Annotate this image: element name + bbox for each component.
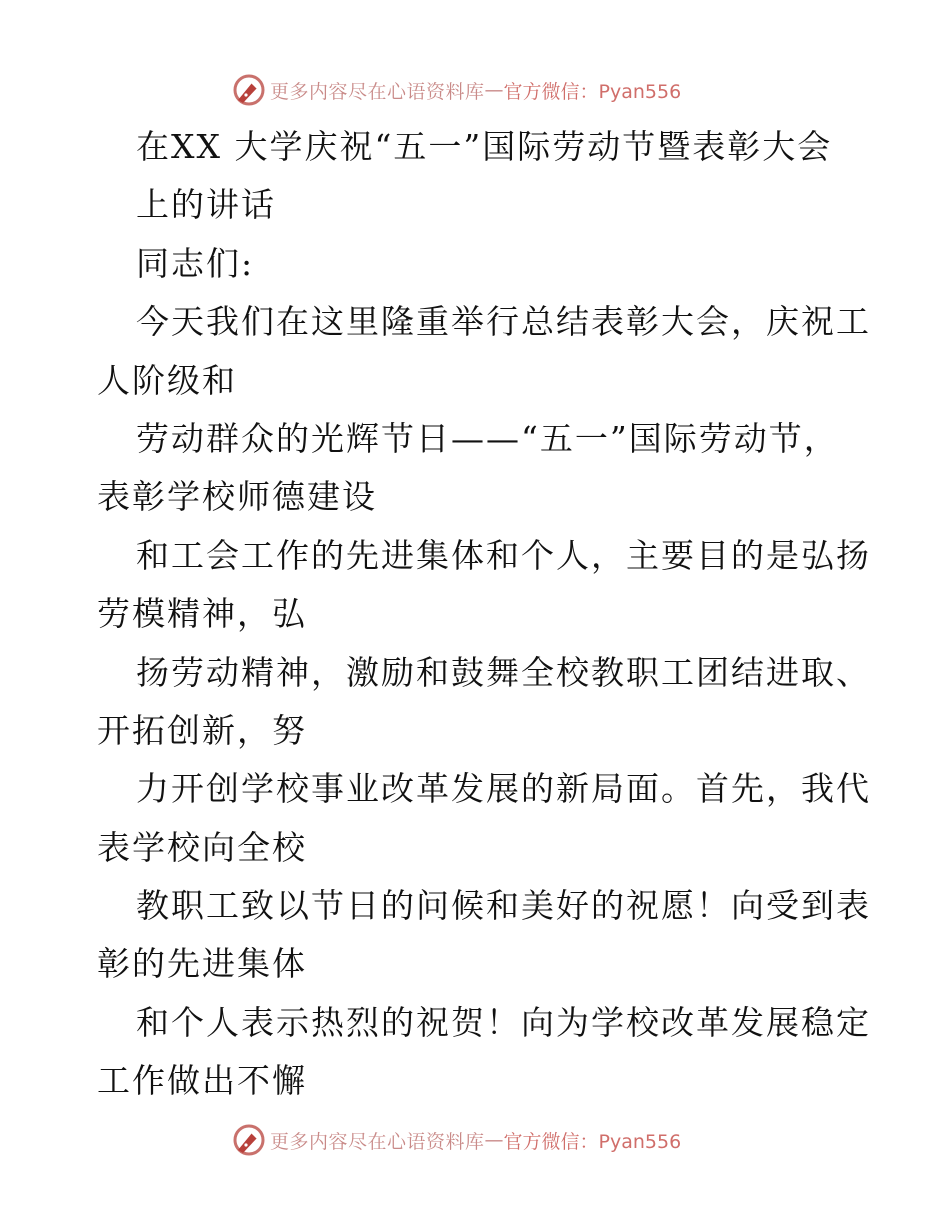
speech-title-line-1: 在XX 大学庆祝“五一”国际劳动节暨表彰大会 [136,127,833,166]
paragraph-line: 和工会工作的先进集体和个人，主要目的是弘扬 [136,535,871,575]
paragraph-line: 开拓创新，努 [97,710,307,750]
paragraph-line: 力开创学校事业改革发展的新局面。首先，我代 [136,769,871,809]
footer-watermark [232,1122,732,1158]
watermark-separator: — [484,1129,504,1151]
watermark-wechat-text: 官方微信：Pyan556 [503,1130,682,1153]
paragraph-line: 今天我们在这里隆重举行总结表彰大会，庆祝工 [136,302,871,342]
watermark-promo-text: 更多内容尽在心语资料库 [270,80,485,103]
watermark-separator: — [484,79,504,101]
salutation: 同志们: [136,243,255,283]
speech-body [97,118,887,1111]
paragraph-line: 表学校向全校 [97,827,307,867]
paragraph-line: 教职工致以节日的问候和美好的祝愿！向受到表 [136,886,871,926]
paragraph-line: 彰的先进集体 [97,944,307,984]
speech-title-line-2: 上的讲话 [136,185,276,225]
paragraph-line: 劳动群众的光辉节日——“五一”国际劳动节， [136,418,839,458]
paragraph-line: 表彰学校师德建设 [97,477,377,517]
paragraph-line: 扬劳动精神，激励和鼓舞全校教职工团结进取、 [136,652,871,692]
pen-nib-logo-icon [232,1123,266,1157]
paragraph-line: 劳模精神，弘 [97,594,307,634]
watermark-promo-text: 更多内容尽在心语资料库 [270,1130,485,1153]
watermark-wechat-text: 官方微信：Pyan556 [503,80,682,103]
paragraph-line: 人阶级和 [97,360,237,400]
pen-nib-logo-icon [232,73,266,107]
paragraph-line: 工作做出不懈 [97,1061,307,1101]
header-watermark [232,72,732,108]
paragraph-line: 和个人表示热烈的祝贺！向为学校改革发展稳定 [136,1002,871,1042]
